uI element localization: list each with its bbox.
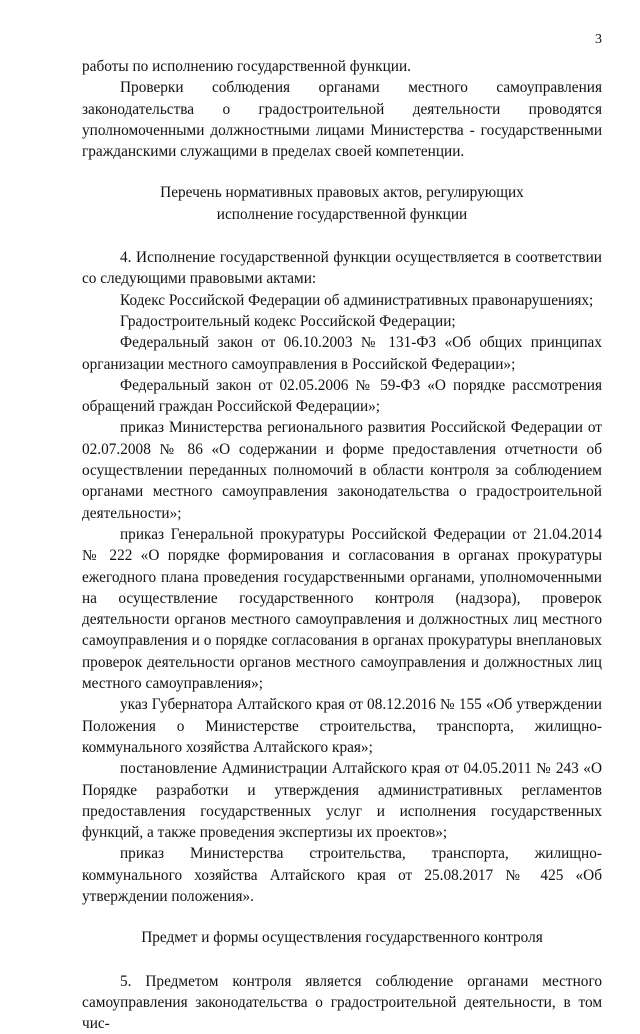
list-item: Кодекс Российской Федерации об административных правонарушениях; bbox=[120, 291, 594, 309]
list-item: Федеральный закон от 02.05.2006 № 59-ФЗ «О порядке рассмотрения обращений граждан Российской Федерации»; bbox=[82, 376, 602, 416]
list-item: приказ Министерства регионального развития Российской Федерации от 02.07.2008 № 86 «О содержании и форме предоставления отчетности об осуществлении переданных полномочий в области контроля за соблюдением органами местного самоуправления законодательства о градостроительной деятельности»; bbox=[82, 419, 602, 522]
paragraph: 4. Исполнение государственной функции осуществляется в соответствии со следующими правовыми актами: bbox=[82, 249, 602, 288]
list-item: Федеральный закон от 06.10.2003 № 131-ФЗ «Об общих принципах организации местного самоуправления в Российской Федерации»; bbox=[82, 334, 602, 373]
list-item: Градостроительный кодекс Российской Федерации; bbox=[120, 312, 456, 330]
section-heading-line: исполнение государственной функции bbox=[216, 205, 468, 223]
list-item: постановление Администрации Алтайского края от 04.05.2011 № 243 «О Порядке разработки и утверждения административных регламентов предоставления государственных услуг и исполнения государственных функций, а также проведения экспертизы их проектов»; bbox=[82, 760, 602, 842]
list-item: приказ Министерства строительства, транспорта, жилищно-коммунального хозяйства Алтайского края от 25.08.2017 № 425 «Об утверждении положения». bbox=[82, 845, 602, 905]
list-item: приказ Генеральной прокуратуры Российской Федерации от 21.04.2014 № 222 «О порядке формирования и согласования в органах прокуратуры ежегодного плана проведения государственными органами, уполномоченными на осуществление государственного контроля (надзора), проверок деятельности органов местного самоуправления и должностных лиц местного самоуправления и о порядке согласования в органах прокуратуры внеплановых проверок деятельности органов местного самоуправления и должностных лиц местного самоуправления»; bbox=[82, 525, 602, 693]
paragraph: работы по исполнению государственной функции. bbox=[82, 58, 411, 75]
document-body bbox=[82, 56, 602, 1034]
section-heading-line: Перечень нормативных правовых актов, регулирующих bbox=[160, 184, 524, 202]
page-number: 3 bbox=[595, 32, 602, 47]
paragraph: 5. Предметом контроля является соблюдение органами местного самоуправления законодательства о градостроительной деятельности, в том чис- bbox=[82, 972, 602, 1033]
paragraph: Проверки соблюдения органами местного самоуправления законодательства о градостроительной деятельности проводятся уполномоченными должностными лицами Министерства - государственными гражданскими служащими в пределах своей компетенции. bbox=[82, 79, 602, 161]
section-heading: Предмет и формы осуществления государственного контроля bbox=[141, 929, 543, 947]
list-item: указ Губернатора Алтайского края от 08.12.2016 № 155 «Об утверждении Положения о Министерстве строительства, транспорта, жилищно-коммунального хозяйства Алтайского края»; bbox=[82, 696, 602, 756]
